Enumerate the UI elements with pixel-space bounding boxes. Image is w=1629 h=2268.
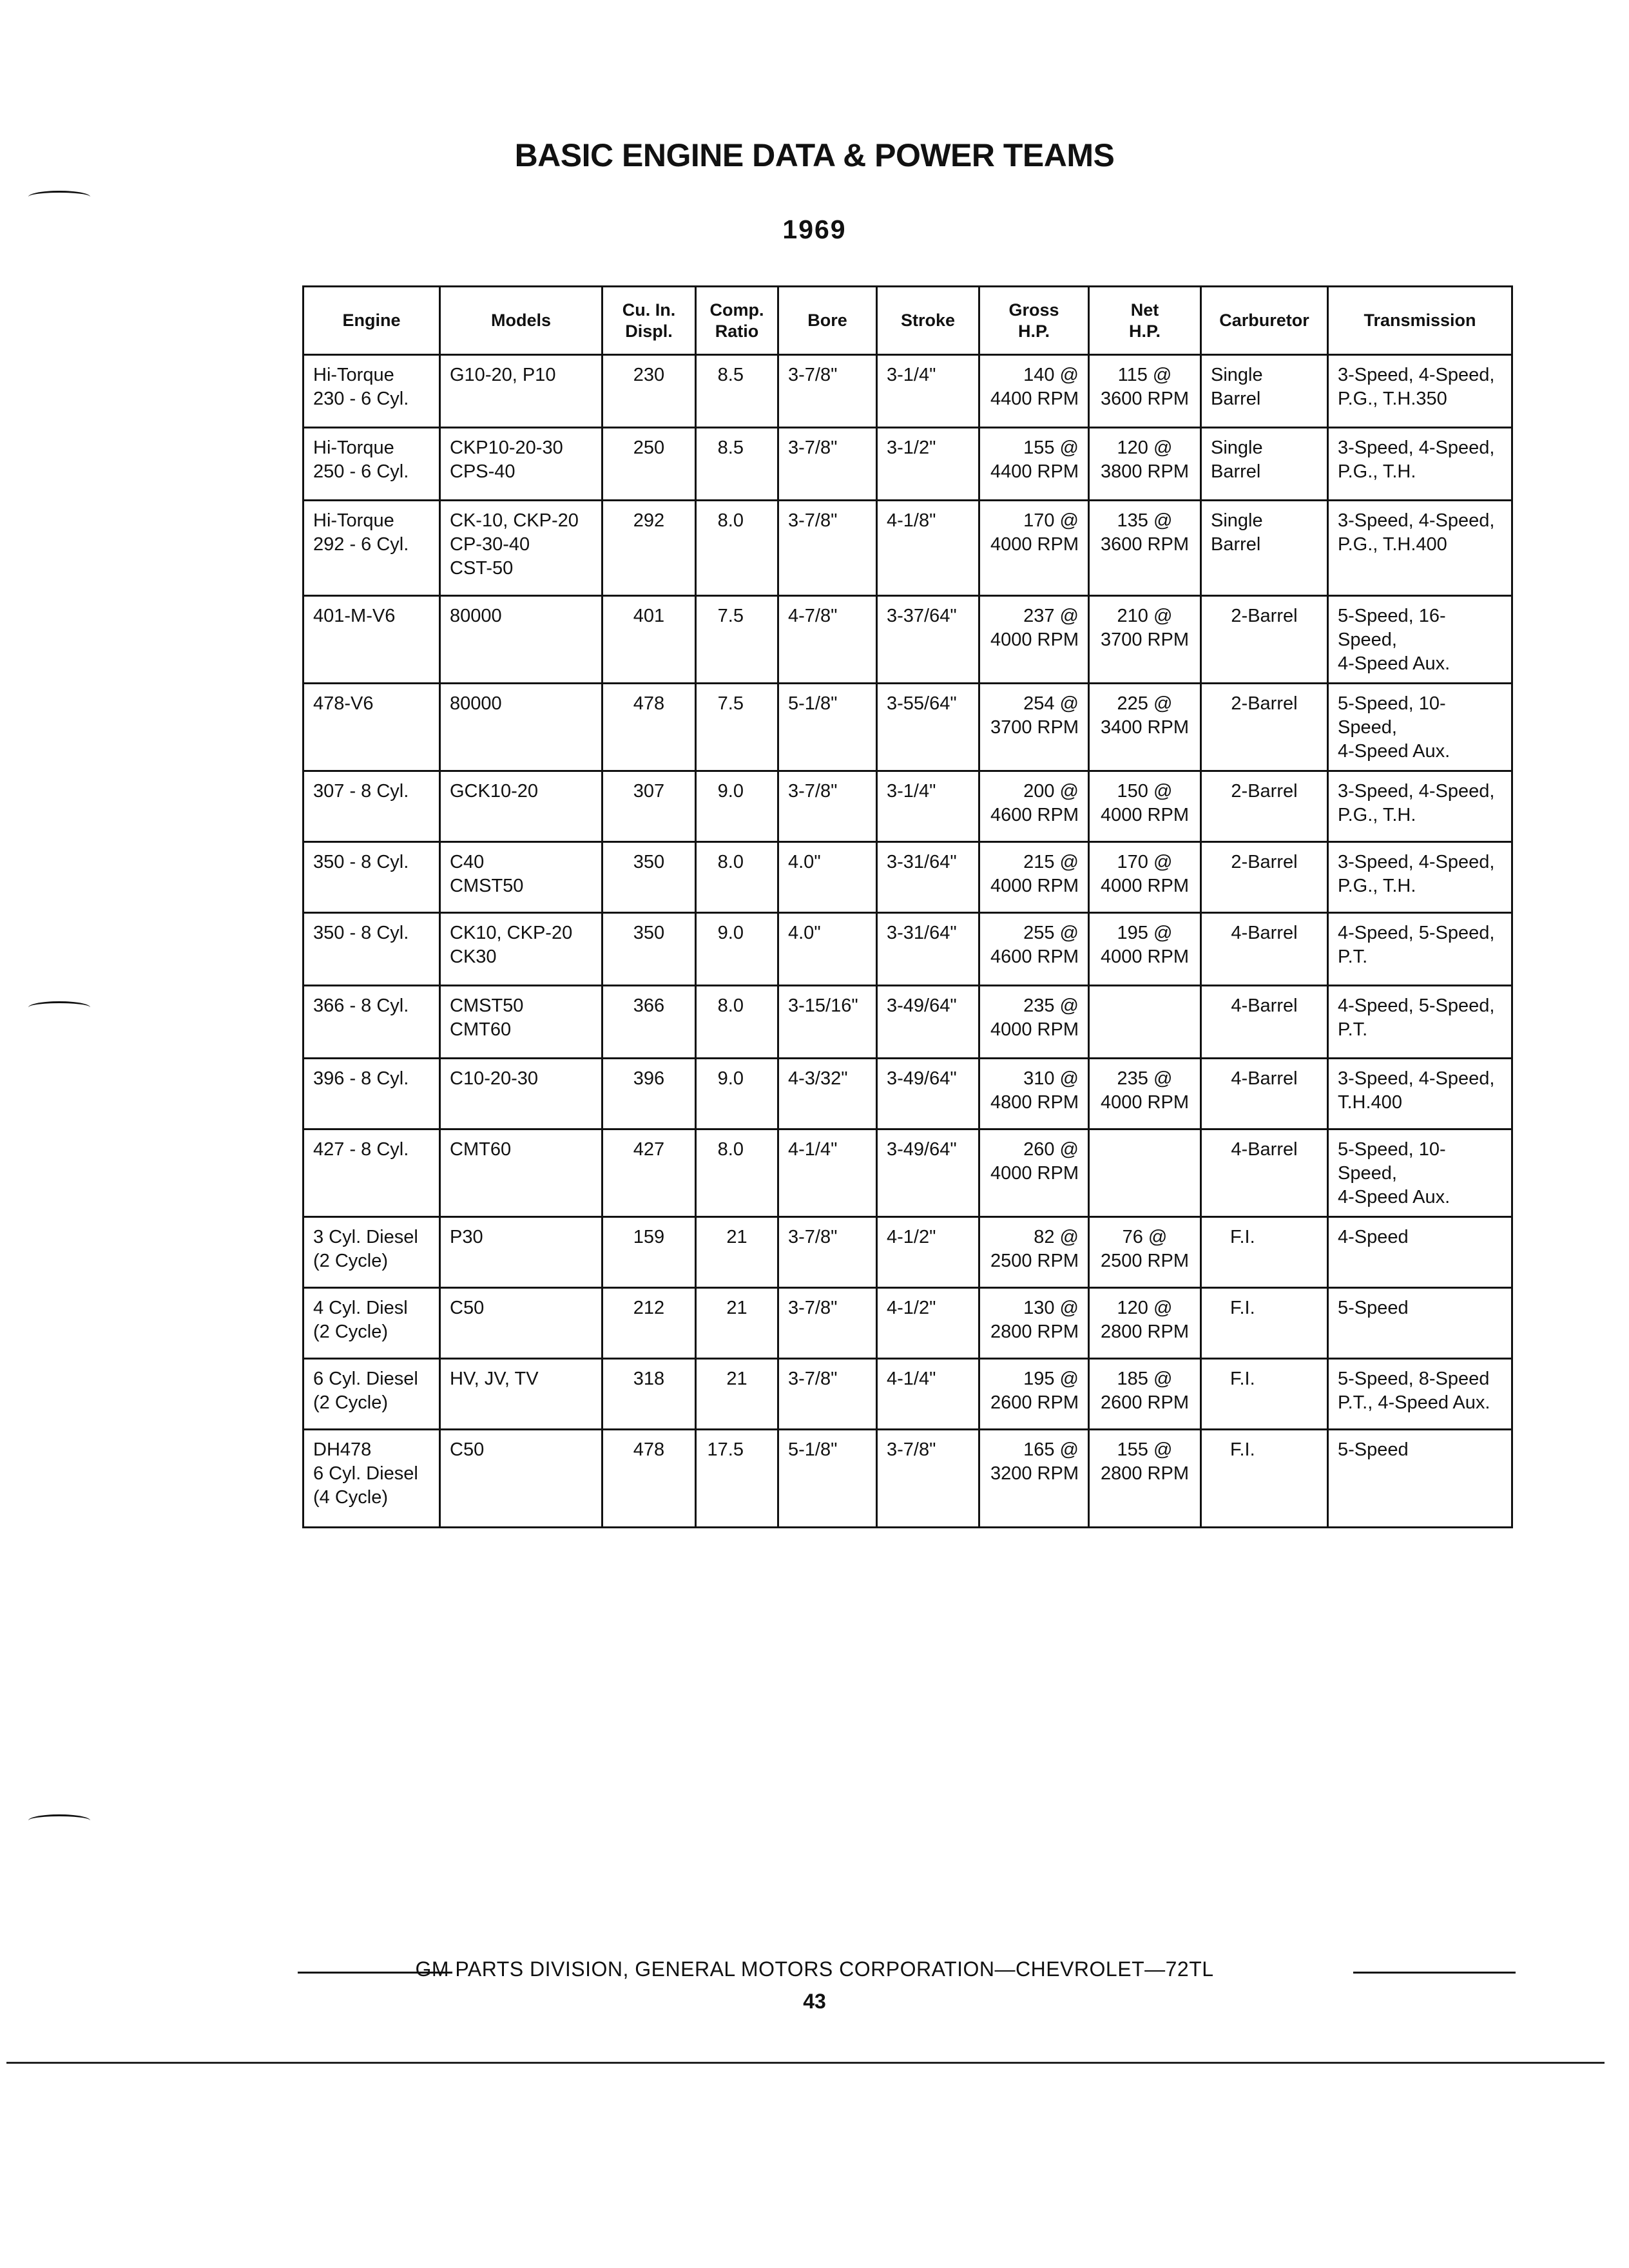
cell-displacement: 478 (602, 684, 696, 771)
cell-models: CMST50 CMT60 (440, 986, 602, 1059)
cell-gross-hp: 155 @ 4400 RPM (979, 428, 1089, 501)
cell-carburetor: 2-Barrel (1201, 684, 1328, 771)
cell-net-hp: 210 @ 3700 RPM (1089, 596, 1201, 684)
cell-displacement: 401 (602, 596, 696, 684)
cell-transmission: 3-Speed, 4-Speed, P.G., T.H. (1328, 771, 1512, 842)
cell-displacement: 292 (602, 501, 696, 596)
cell-displacement: 350 (602, 842, 696, 913)
cell-gross-hp: 260 @ 4000 RPM (979, 1129, 1089, 1217)
cell-models: P30 (440, 1217, 602, 1288)
table-row (304, 1288, 1512, 1359)
cell-carburetor: F.I. (1201, 1217, 1328, 1288)
cell-compression-ratio: 9.0 (696, 1059, 778, 1129)
page-year: 1969 (782, 215, 847, 244)
cell-transmission: 3-Speed, 4-Speed, P.G., T.H. (1328, 428, 1512, 501)
cell-engine: 478-V6 (304, 684, 440, 771)
cell-compression-ratio: 21 (696, 1217, 778, 1288)
cell-net-hp (1089, 986, 1201, 1059)
cell-stroke: 3-49/64" (877, 986, 979, 1059)
cell-bore: 3-7/8" (778, 1217, 877, 1288)
cell-engine: 3 Cyl. Diesel (2 Cycle) (304, 1217, 440, 1288)
cell-carburetor: 4-Barrel (1201, 913, 1328, 986)
cell-compression-ratio: 8.0 (696, 842, 778, 913)
cell-carburetor: 2-Barrel (1201, 596, 1328, 684)
table-row (304, 596, 1512, 684)
cell-gross-hp: 255 @ 4600 RPM (979, 913, 1089, 986)
cell-carburetor: F.I. (1201, 1288, 1328, 1359)
cell-gross-hp: 200 @ 4600 RPM (979, 771, 1089, 842)
cell-displacement: 396 (602, 1059, 696, 1129)
cell-displacement: 307 (602, 771, 696, 842)
cell-stroke: 3-49/64" (877, 1059, 979, 1129)
table-row (304, 428, 1512, 501)
cell-displacement: 318 (602, 1359, 696, 1430)
cell-net-hp: 170 @ 4000 RPM (1089, 842, 1201, 913)
cell-engine: 366 - 8 Cyl. (304, 986, 440, 1059)
cell-net-hp: 235 @ 4000 RPM (1089, 1059, 1201, 1129)
cell-carburetor: 4-Barrel (1201, 986, 1328, 1059)
cell-stroke: 3-55/64" (877, 684, 979, 771)
cell-bore: 3-7/8" (778, 428, 877, 501)
cell-engine: 350 - 8 Cyl. (304, 913, 440, 986)
cell-models: GCK10-20 (440, 771, 602, 842)
cell-engine: Hi-Torque 230 - 6 Cyl. (304, 355, 440, 428)
cell-models: HV, JV, TV (440, 1359, 602, 1430)
cell-models: G10-20, P10 (440, 355, 602, 428)
page-number: 43 (803, 1990, 826, 2013)
cell-transmission: 5-Speed, 8-Speed P.T., 4-Speed Aux. (1328, 1359, 1512, 1430)
cell-engine: 350 - 8 Cyl. (304, 842, 440, 913)
cell-carburetor: F.I. (1201, 1359, 1328, 1430)
cell-compression-ratio: 7.5 (696, 684, 778, 771)
header-transmission: Transmission (1328, 287, 1512, 355)
cell-net-hp: 225 @ 3400 RPM (1089, 684, 1201, 771)
cell-bore: 3-15/16" (778, 986, 877, 1059)
cell-displacement: 159 (602, 1217, 696, 1288)
header-engine: Engine (304, 287, 440, 355)
margin-mark-top (28, 191, 90, 203)
cell-gross-hp: 82 @ 2500 RPM (979, 1217, 1089, 1288)
cell-stroke: 4-1/2" (877, 1217, 979, 1288)
cell-gross-hp: 235 @ 4000 RPM (979, 986, 1089, 1059)
cell-displacement: 230 (602, 355, 696, 428)
cell-gross-hp: 130 @ 2800 RPM (979, 1288, 1089, 1359)
cell-bore: 4-1/4" (778, 1129, 877, 1217)
cell-transmission: 5-Speed, 16-Speed, 4-Speed Aux. (1328, 596, 1512, 684)
header-displacement: Cu. In. Displ. (602, 287, 696, 355)
cell-models: CK-10, CKP-20 CP-30-40 CST-50 (440, 501, 602, 596)
table-row (304, 684, 1512, 771)
cell-engine: DH478 6 Cyl. Diesel (4 Cycle) (304, 1430, 440, 1528)
cell-engine: 4 Cyl. Diesl (2 Cycle) (304, 1288, 440, 1359)
cell-carburetor: Single Barrel (1201, 355, 1328, 428)
cell-stroke: 3-1/4" (877, 771, 979, 842)
cell-engine: 427 - 8 Cyl. (304, 1129, 440, 1217)
cell-net-hp: 195 @ 4000 RPM (1089, 913, 1201, 986)
cell-gross-hp: 237 @ 4000 RPM (979, 596, 1089, 684)
table-row (304, 986, 1512, 1059)
cell-compression-ratio: 21 (696, 1288, 778, 1359)
cell-bore: 4.0" (778, 913, 877, 986)
cell-models: CK10, CKP-20 CK30 (440, 913, 602, 986)
engine-data-table (302, 285, 1513, 1528)
cell-transmission: 5-Speed (1328, 1288, 1512, 1359)
cell-transmission: 5-Speed, 10-Speed, 4-Speed Aux. (1328, 684, 1512, 771)
cell-stroke: 3-1/2" (877, 428, 979, 501)
cell-compression-ratio: 9.0 (696, 771, 778, 842)
cell-models: C10-20-30 (440, 1059, 602, 1129)
table-header-row (304, 287, 1512, 355)
table-row (304, 1430, 1512, 1528)
cell-bore: 3-7/8" (778, 355, 877, 428)
header-carburetor: Carburetor (1201, 287, 1328, 355)
table-row (304, 355, 1512, 428)
cell-net-hp: 115 @ 3600 RPM (1089, 355, 1201, 428)
cell-bore: 4.0" (778, 842, 877, 913)
cell-carburetor: F.I. (1201, 1430, 1328, 1528)
cell-net-hp: 76 @ 2500 RPM (1089, 1217, 1201, 1288)
page-title: BASIC ENGINE DATA & POWER TEAMS (514, 137, 1115, 173)
cell-compression-ratio: 21 (696, 1359, 778, 1430)
cell-stroke: 3-31/64" (877, 842, 979, 913)
cell-net-hp (1089, 1129, 1201, 1217)
cell-carburetor: 2-Barrel (1201, 842, 1328, 913)
cell-net-hp: 155 @ 2800 RPM (1089, 1430, 1201, 1528)
cell-transmission: 3-Speed, 4-Speed, P.G., T.H.400 (1328, 501, 1512, 596)
cell-compression-ratio: 17.5 (696, 1430, 778, 1528)
cell-engine: 396 - 8 Cyl. (304, 1059, 440, 1129)
cell-displacement: 478 (602, 1430, 696, 1528)
cell-gross-hp: 195 @ 2600 RPM (979, 1359, 1089, 1430)
margin-mark-middle (28, 1001, 90, 1014)
cell-carburetor: Single Barrel (1201, 428, 1328, 501)
header-gross-hp: Gross H.P. (979, 287, 1089, 355)
table-row (304, 1359, 1512, 1430)
header-models: Models (440, 287, 602, 355)
cell-stroke: 3-7/8" (877, 1430, 979, 1528)
cell-bore: 3-7/8" (778, 501, 877, 596)
cell-displacement: 250 (602, 428, 696, 501)
cell-stroke: 3-31/64" (877, 913, 979, 986)
cell-compression-ratio: 7.5 (696, 596, 778, 684)
cell-gross-hp: 254 @ 3700 RPM (979, 684, 1089, 771)
cell-transmission: 3-Speed, 4-Speed, T.H.400 (1328, 1059, 1512, 1129)
cell-engine: 307 - 8 Cyl. (304, 771, 440, 842)
cell-models: 80000 (440, 596, 602, 684)
table-row (304, 1059, 1512, 1129)
cell-stroke: 4-1/2" (877, 1288, 979, 1359)
cell-net-hp: 185 @ 2600 RPM (1089, 1359, 1201, 1430)
cell-engine: 6 Cyl. Diesel (2 Cycle) (304, 1359, 440, 1430)
cell-displacement: 212 (602, 1288, 696, 1359)
cell-transmission: 3-Speed, 4-Speed, P.G., T.H.350 (1328, 355, 1512, 428)
cell-transmission: 4-Speed, 5-Speed, P.T. (1328, 913, 1512, 986)
cell-transmission: 4-Speed, 5-Speed, P.T. (1328, 986, 1512, 1059)
cell-models: C40 CMST50 (440, 842, 602, 913)
cell-models: 80000 (440, 684, 602, 771)
header-net-hp: Net H.P. (1089, 287, 1201, 355)
cell-displacement: 366 (602, 986, 696, 1059)
cell-compression-ratio: 8.5 (696, 428, 778, 501)
cell-bore: 3-7/8" (778, 771, 877, 842)
cell-models: CMT60 (440, 1129, 602, 1217)
cell-compression-ratio: 8.0 (696, 1129, 778, 1217)
table-row (304, 842, 1512, 913)
cell-stroke: 4-1/4" (877, 1359, 979, 1430)
cell-net-hp: 120 @ 3800 RPM (1089, 428, 1201, 501)
cell-carburetor: Single Barrel (1201, 501, 1328, 596)
table-row (304, 1129, 1512, 1217)
cell-transmission: 3-Speed, 4-Speed, P.G., T.H. (1328, 842, 1512, 913)
cell-net-hp: 120 @ 2800 RPM (1089, 1288, 1201, 1359)
cell-transmission: 5-Speed, 10-Speed, 4-Speed Aux. (1328, 1129, 1512, 1217)
cell-models: CKP10-20-30 CPS-40 (440, 428, 602, 501)
cell-models: C50 (440, 1288, 602, 1359)
cell-stroke: 4-1/8" (877, 501, 979, 596)
header-bore: Bore (778, 287, 877, 355)
margin-mark-bottom (28, 1814, 90, 1827)
header-stroke: Stroke (877, 287, 979, 355)
cell-compression-ratio: 9.0 (696, 913, 778, 986)
cell-gross-hp: 140 @ 4400 RPM (979, 355, 1089, 428)
cell-compression-ratio: 8.5 (696, 355, 778, 428)
cell-transmission: 5-Speed (1328, 1430, 1512, 1528)
cell-bore: 3-7/8" (778, 1359, 877, 1430)
cell-gross-hp: 215 @ 4000 RPM (979, 842, 1089, 913)
footer-publisher: GM PARTS DIVISION, GENERAL MOTORS CORPORATION—CHEVROLET—72TL (415, 1957, 1214, 1981)
cell-models: C50 (440, 1430, 602, 1528)
cell-gross-hp: 165 @ 3200 RPM (979, 1430, 1089, 1528)
cell-bore: 3-7/8" (778, 1288, 877, 1359)
cell-engine: Hi-Torque 292 - 6 Cyl. (304, 501, 440, 596)
cell-bore: 4-7/8" (778, 596, 877, 684)
cell-engine: 401-M-V6 (304, 596, 440, 684)
table-row (304, 913, 1512, 986)
cell-stroke: 3-37/64" (877, 596, 979, 684)
bottom-rule (6, 2062, 1605, 2064)
cell-carburetor: 4-Barrel (1201, 1059, 1328, 1129)
cell-engine: Hi-Torque 250 - 6 Cyl. (304, 428, 440, 501)
table-row (304, 1217, 1512, 1288)
cell-stroke: 3-49/64" (877, 1129, 979, 1217)
cell-compression-ratio: 8.0 (696, 501, 778, 596)
cell-net-hp: 150 @ 4000 RPM (1089, 771, 1201, 842)
cell-bore: 5-1/8" (778, 1430, 877, 1528)
table-row (304, 501, 1512, 596)
cell-stroke: 3-1/4" (877, 355, 979, 428)
cell-bore: 5-1/8" (778, 684, 877, 771)
header-compression-ratio: Comp. Ratio (696, 287, 778, 355)
cell-net-hp: 135 @ 3600 RPM (1089, 501, 1201, 596)
cell-carburetor: 2-Barrel (1201, 771, 1328, 842)
cell-displacement: 350 (602, 913, 696, 986)
cell-carburetor: 4-Barrel (1201, 1129, 1328, 1217)
cell-bore: 4-3/32" (778, 1059, 877, 1129)
cell-gross-hp: 170 @ 4000 RPM (979, 501, 1089, 596)
cell-transmission: 4-Speed (1328, 1217, 1512, 1288)
cell-compression-ratio: 8.0 (696, 986, 778, 1059)
cell-gross-hp: 310 @ 4800 RPM (979, 1059, 1089, 1129)
table-row (304, 771, 1512, 842)
cell-displacement: 427 (602, 1129, 696, 1217)
